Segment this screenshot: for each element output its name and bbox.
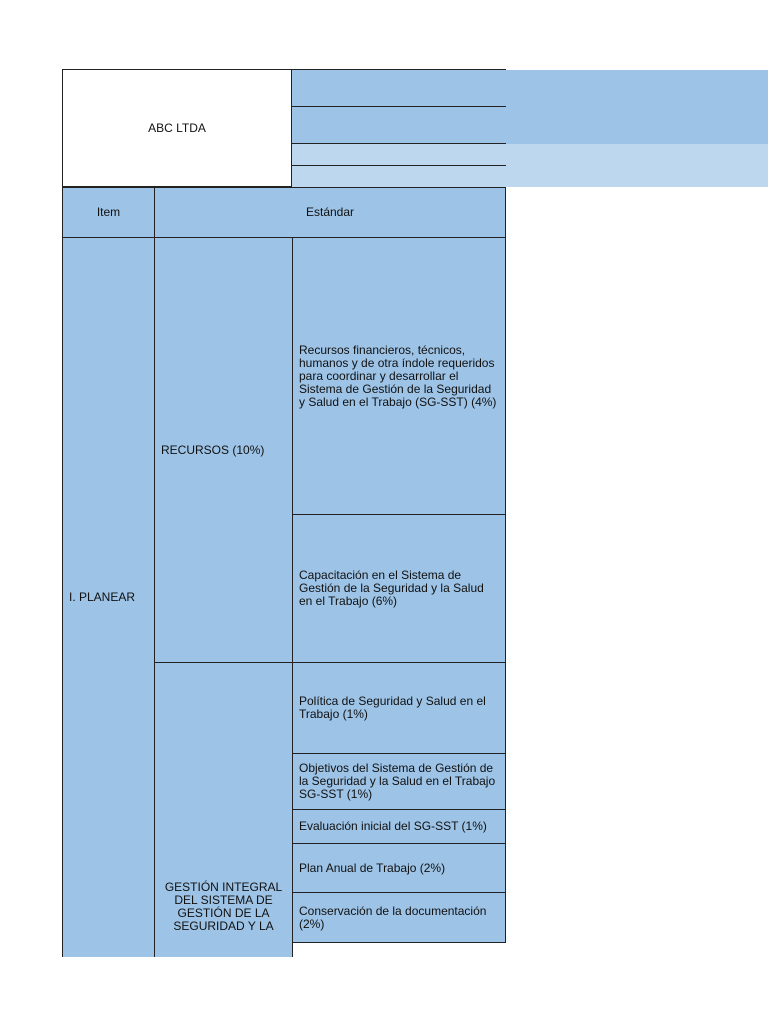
column-header-item xyxy=(62,187,155,238)
standard-text: Plan Anual de Trabajo (2%) xyxy=(299,860,446,875)
item-cell-planear xyxy=(62,237,155,957)
standard-text: Recursos financieros, técnicos, humanos y de otra índole requeridos para coordinar y desarrollar el Sistema de Gestión de la Seguridad y Salud en el Trabajo (SG-SST) (4%) xyxy=(299,342,497,409)
item-label: I. PLANEAR xyxy=(69,590,136,604)
standard-text: Evaluación inicial del SG-SST (1%) xyxy=(299,819,487,833)
header-line-4 xyxy=(292,165,506,166)
standard-text: Capacitación en el Sistema de Gestión de la Seguridad y la Salud en el Trabajo (6%) xyxy=(299,568,484,608)
column-header-standard xyxy=(154,187,506,238)
group-cell-recursos xyxy=(154,237,293,663)
standard-row xyxy=(292,809,506,844)
standard-text: Objetivos del Sistema de Gestión de la Seguridad y la Salud en el Trabajo SG-SST (1%) xyxy=(299,761,496,801)
standard-row xyxy=(292,662,506,754)
standard-row xyxy=(292,843,506,893)
header-line-2 xyxy=(292,106,506,107)
column-header-standard-label: Estándar xyxy=(305,205,355,219)
group-label-gestion: GESTIÓN INTEGRAL DEL SISTEMA DE GESTIÓN DE LA SEGURIDAD Y LA xyxy=(164,880,283,933)
group-cell-gestion xyxy=(154,662,293,957)
standard-row xyxy=(292,514,506,663)
header-line-top xyxy=(292,69,506,70)
column-header-item-label: Item xyxy=(96,205,121,219)
group-label-recursos: RECURSOS (10%) xyxy=(161,442,265,457)
standard-row xyxy=(292,892,506,943)
header-band-top xyxy=(292,70,768,144)
standard-row xyxy=(292,237,506,515)
standard-text: Conservación de la documentación (2%) xyxy=(299,903,487,931)
standard-row xyxy=(292,753,506,810)
header-line-3 xyxy=(292,143,506,144)
company-name-cell xyxy=(62,69,292,187)
company-name: ABC LTDA xyxy=(148,120,206,135)
standard-text: Política de Seguridad y Salud en el Trabajo (1%) xyxy=(299,694,486,721)
